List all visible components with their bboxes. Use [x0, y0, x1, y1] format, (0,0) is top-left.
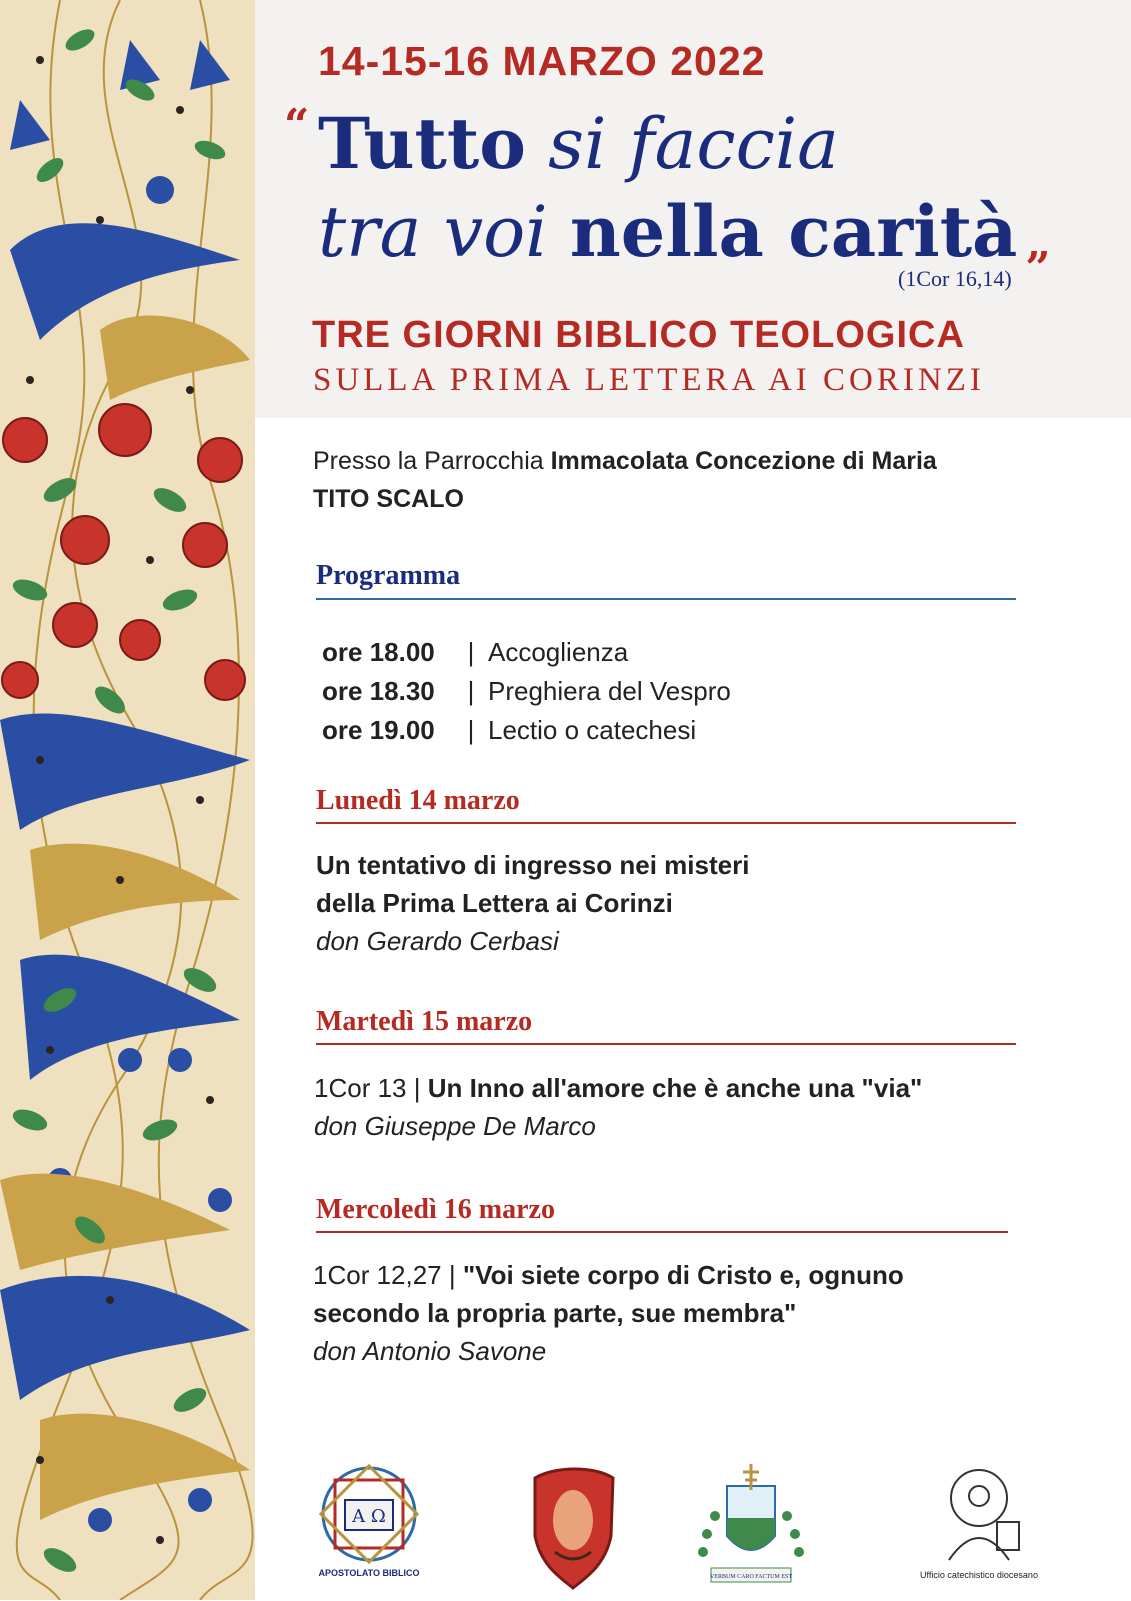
programma-item: [322, 672, 731, 711]
programma-heading: Programma: [316, 560, 461, 591]
day-heading-tuesday: Martedì 15 marzo: [316, 1006, 533, 1037]
scripture-reference: (1Cor 16,14): [898, 266, 1012, 291]
day-heading-wednesday: Mercoledì 16 marzo: [316, 1194, 555, 1225]
day-rule-monday: [316, 822, 1016, 824]
talk-tuesday: [314, 1069, 922, 1145]
quote-line2-bold: nella carità: [569, 190, 1018, 273]
talk-monday: [316, 846, 749, 960]
talk-speaker: don Antonio Savone: [313, 1336, 547, 1366]
talk-title-cont: della Prima Lettera ai Corinzi: [316, 888, 673, 918]
sponsor-logos: [255, 1456, 1131, 1596]
talk-ref: 1Cor 13 |: [314, 1073, 428, 1103]
talk-title: "Voi siete corpo di Cristo e, ognuno: [462, 1260, 904, 1290]
bishop-arms-logo: [698, 1464, 804, 1582]
floral-ornament: [0, 0, 255, 1600]
venue-town: TITO SCALO: [313, 485, 464, 513]
talk-title: Un tentativo di ingresso nei misteri: [316, 850, 750, 880]
venue-prefix: Presso la Parrocchia: [313, 447, 551, 475]
scripture-quote: [318, 100, 1017, 276]
programma-item: [322, 633, 731, 672]
ufficio-catechistico-logo: [920, 1470, 1038, 1580]
talk-title-line: [313, 1256, 904, 1294]
opening-quote-mark: “: [284, 100, 310, 151]
apostolato-label: APOSTOLATO BIBLICO: [318, 1568, 420, 1578]
programma-list: [322, 633, 731, 750]
venue: [313, 442, 937, 518]
apostolato-biblico-logo: [318, 1466, 419, 1578]
quote-line1-bold: Tutto: [318, 102, 526, 185]
talk-title-cont: secondo la propria parte, sue membra": [313, 1298, 797, 1328]
programma-item: [322, 711, 731, 750]
programma-activity: Lectio o catechesi: [488, 715, 697, 745]
programma-activity: Preghiera del Vespro: [488, 676, 731, 706]
venue-parish: Immacolata Concezione di Maria: [550, 447, 937, 475]
programma-separator: |: [467, 637, 475, 667]
bishop-motto: VERBUM CARO FACTUM EST: [709, 1574, 793, 1580]
logos-strip: [255, 1456, 1131, 1596]
quote-line1-italic: si faccia: [525, 103, 839, 185]
event-subtitle: SULLA PRIMA LETTERA AI CORINZI: [313, 362, 985, 398]
programma-separator: |: [467, 715, 475, 745]
programma-activity: Accoglienza: [488, 637, 629, 667]
parish-crest-logo: [535, 1469, 613, 1588]
day-heading-monday: Lunedì 14 marzo: [316, 785, 520, 816]
programma-separator: |: [467, 676, 475, 706]
event-date: 14-15-16 MARZO 2022: [318, 38, 766, 84]
programma-time: ore 18.30: [322, 676, 435, 706]
programma-time: ore 19.00: [322, 715, 435, 745]
closing-quote-mark: „: [1026, 218, 1052, 269]
talk-title: Un Inno all'amore che è anche una "via": [427, 1073, 923, 1103]
day-rule-wednesday: [316, 1231, 1008, 1233]
ufficio-label: Ufficio catechistico diocesano: [920, 1570, 1038, 1580]
programma-rule: [316, 598, 1016, 600]
illuminated-border: [0, 0, 255, 1600]
apostolato-letters: A Ω: [352, 1506, 386, 1527]
talk-speaker: don Gerardo Cerbasi: [316, 926, 559, 956]
talk-wednesday: [313, 1256, 904, 1370]
day-rule-tuesday: [316, 1043, 1016, 1045]
event-title: TRE GIORNI BIBLICO TEOLOGICA: [312, 314, 965, 356]
talk-speaker: don Giuseppe De Marco: [314, 1111, 596, 1141]
talk-title-line: [314, 1069, 922, 1107]
talk-ref: 1Cor 12,27 |: [313, 1260, 463, 1290]
quote-line2-italic: tra voi: [318, 191, 570, 273]
programma-time: ore 18.00: [322, 637, 435, 667]
